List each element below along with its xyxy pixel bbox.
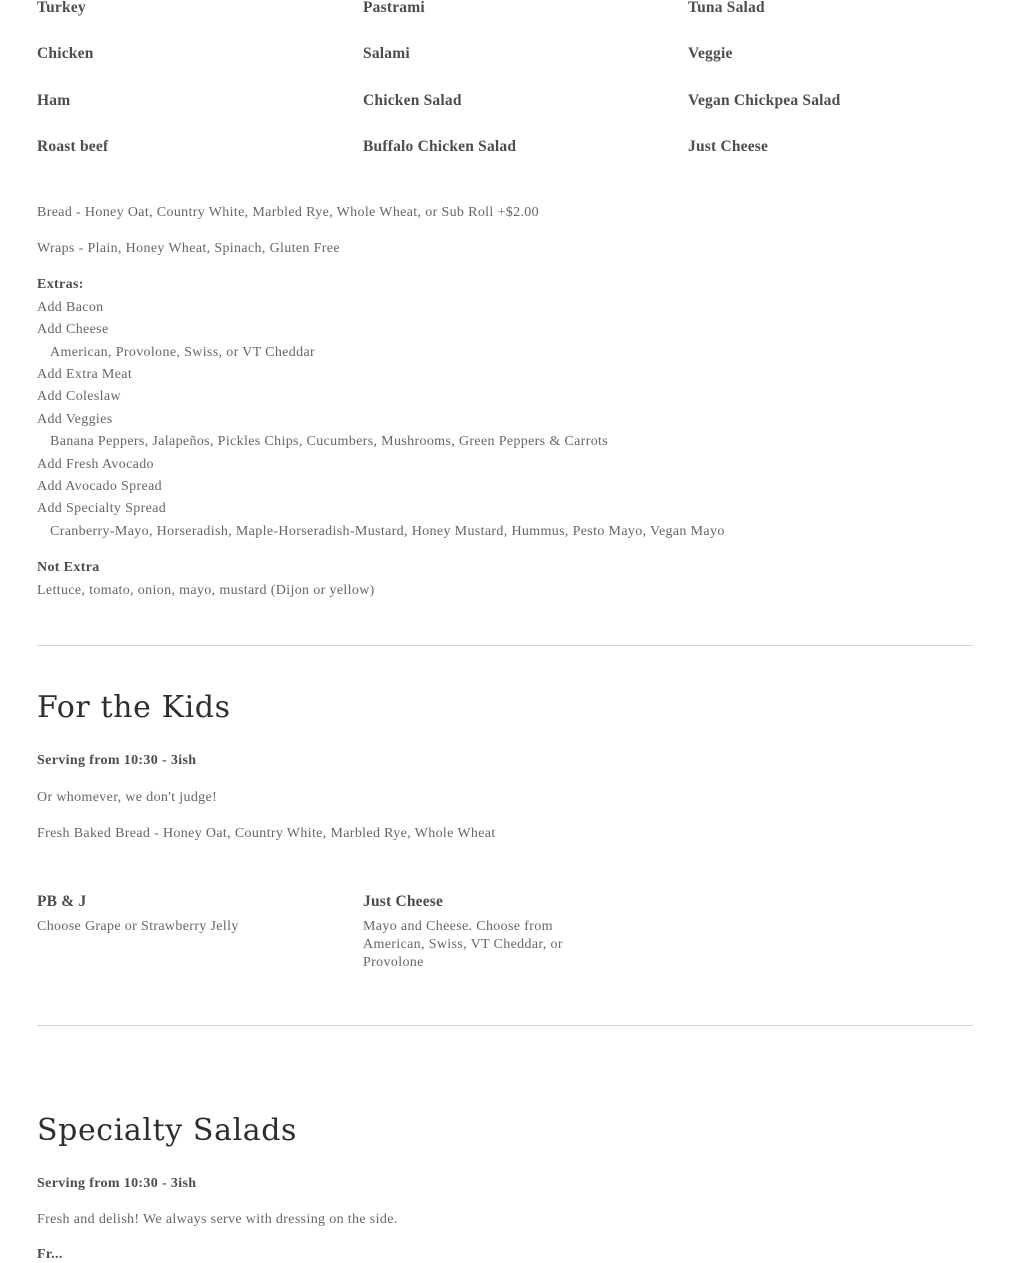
salads-section-title: Specialty Salads [37,1113,298,1148]
extra-item: Add Specialty Spread [37,501,167,516]
sandwich-item: Pastrami [363,0,425,16]
section-divider [37,645,973,646]
wrap-options: Wraps - Plain, Honey Wheat, Spinach, Gluten Free [37,241,340,256]
kids-item-description: Choose Grape or Strawberry Jelly [37,919,239,934]
extra-item: Add Coleslaw [37,389,121,404]
kids-serving-hours: Serving from 10:30 - 3ish [37,753,197,768]
kids-item-name: Just Cheese [363,893,444,910]
extras-heading: Extras: [37,277,84,292]
sandwich-item: Tuna Salad [688,0,765,16]
extra-item: Add Veggies [37,412,113,427]
salads-serving-hours: Serving from 10:30 - 3ish [37,1176,197,1191]
extra-detail: Banana Peppers, Jalapeños, Pickles Chips, Cucumbers, Mushrooms, Green Peppers & Carrots [50,434,609,449]
not-extra-heading: Not Extra [37,560,100,575]
sandwich-item: Buffalo Chicken Salad [363,138,517,155]
extra-item: Add Fresh Avocado [37,457,154,472]
salads-tagline: Fresh and delish! We always serve with dressing on the side. [37,1212,398,1227]
extra-item: Add Extra Meat [37,367,133,382]
salads-partial-heading: Fr... [37,1247,63,1262]
extra-item: Add Cheese [37,322,109,337]
sandwich-item: Just Cheese [688,138,769,155]
kids-bread-options: Fresh Baked Bread - Honey Oat, Country White, Marbled Rye, Whole Wheat [37,826,496,841]
sandwich-item: Veggie [688,45,733,62]
extra-detail: American, Provolone, Swiss, or VT Cheddar [50,345,316,360]
sandwich-item: Turkey [37,0,86,16]
sandwich-item: Chicken Salad [363,92,462,109]
section-divider [37,1025,973,1026]
not-extra-list: Lettuce, tomato, onion, mayo, mustard (Dijon or yellow) [37,583,375,598]
kids-item-name: PB & J [37,893,87,910]
bread-options: Bread - Honey Oat, Country White, Marbled Rye, Whole Wheat, or Sub Roll +$2.00 [37,205,539,220]
sandwich-item: Vegan Chickpea Salad [688,92,841,109]
kids-section-title: For the Kids [37,690,231,725]
sandwich-item: Salami [363,45,410,62]
sandwich-item: Ham [37,92,71,109]
kids-item-description: Mayo and Cheese. Choose from American, Swiss, VT Cheddar, or Provolone [363,919,563,970]
sandwich-item: Chicken [37,45,94,62]
kids-tagline: Or whomever, we don't judge! [37,790,218,805]
extra-item: Add Avocado Spread [37,479,163,494]
sandwich-item: Roast beef [37,138,109,155]
extra-detail: Cranberry-Mayo, Horseradish, Maple-Horseradish-Mustard, Honey Mustard, Hummus, Pesto Mayo, Vegan Mayo [50,524,725,539]
extra-item: Add Bacon [37,300,104,315]
